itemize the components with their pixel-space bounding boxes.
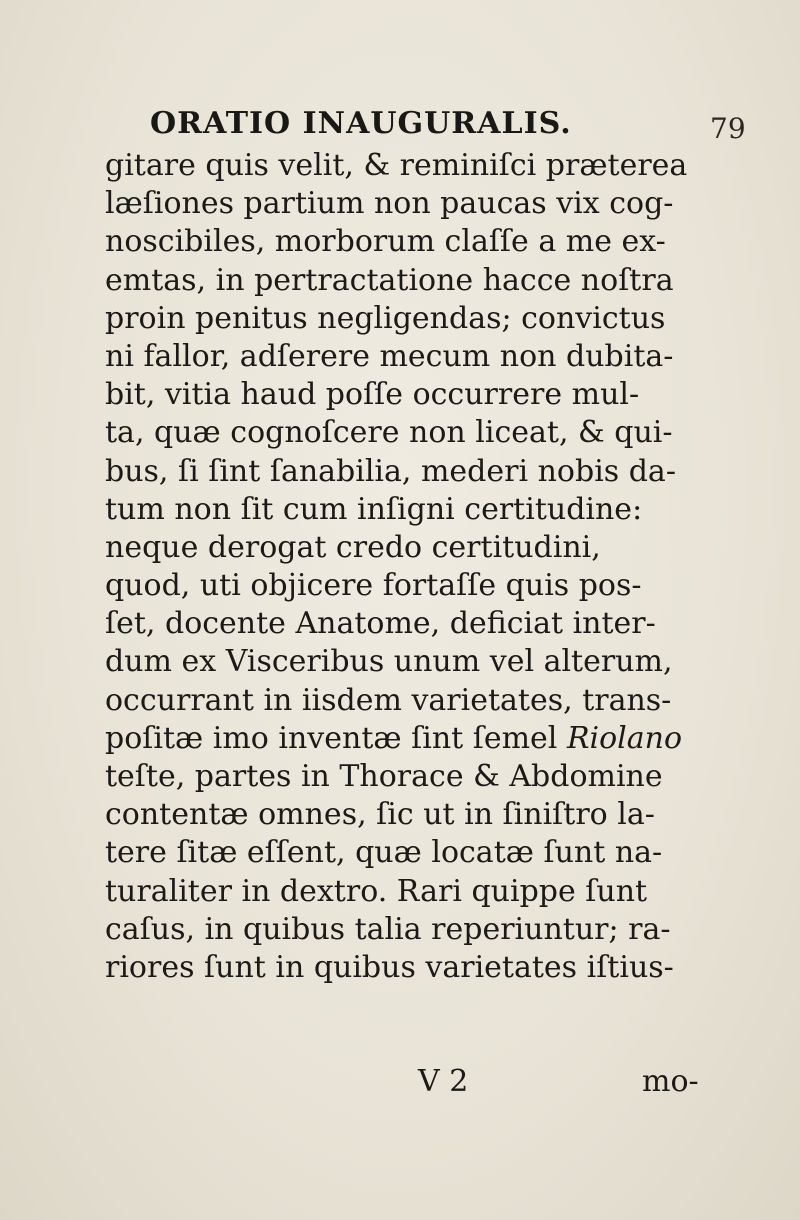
text-line: caſus, in quibus talia reperiuntur; ra-	[105, 911, 671, 947]
text-line: gitare quis velit, & reminiſci prӕterea	[105, 148, 688, 183]
text-line: tere ſitӕ eſſent, quӕ locatӕ ſunt na-	[105, 835, 663, 871]
text-line: occurrant in iisdem varietates, trans-	[105, 682, 672, 718]
text-line: neque derogat credo certitudini,	[105, 529, 601, 565]
text-line: bus, ſi ſint ſanabilia, mederi nobis da-	[105, 453, 676, 489]
text-line: tum non ſit cum inſigni certitudine:	[105, 491, 643, 527]
text-line: turaliter in dextro. Rari quippe ſunt	[105, 873, 648, 909]
text-line: teſte, partes in Thorace & Abdomine	[105, 759, 663, 794]
text-line: quod, uti objicere fortaſſe quis pos-	[105, 568, 642, 604]
text-line: poſitӕ imo inventӕ ſint ſemel	[105, 720, 558, 756]
text-line: bit, vitia haud poſſe occurrere mul-	[105, 377, 640, 413]
text-line: emtas, in pertractatione hacce noſtra	[105, 262, 674, 298]
text-line: ſet, docente Anatome, deficiat inter-	[105, 606, 656, 642]
text-line: contentӕ omnes, ſic ut in ſiniſtro la-	[105, 797, 655, 833]
signature-mark: V 2	[418, 1064, 469, 1099]
text-line: ni fallor, adſerere mecum non dubita-	[105, 338, 674, 374]
text-line: lӕſiones partium non paucas vix cog-	[105, 186, 674, 222]
text-line: riores ſunt in quibus varietates iſtius-	[105, 949, 674, 985]
running-title: ORATIO INAUGURALIS.	[150, 106, 572, 141]
text-line-with-italic	[105, 720, 785, 758]
text-line: proin penitus negligendas; convictus	[105, 300, 666, 336]
text-line: dum ex Visceribus unum vel alterum,	[105, 644, 673, 680]
text-line: ta, quӕ cognoſcere non liceat, & qui-	[105, 415, 673, 451]
text-line: noscibiles, morborum claſſe a me ex-	[105, 224, 666, 260]
italic-name: Riolano	[566, 720, 683, 756]
body-text	[105, 147, 785, 987]
catchword: mo-	[642, 1064, 699, 1099]
page-number: 79	[710, 112, 746, 145]
